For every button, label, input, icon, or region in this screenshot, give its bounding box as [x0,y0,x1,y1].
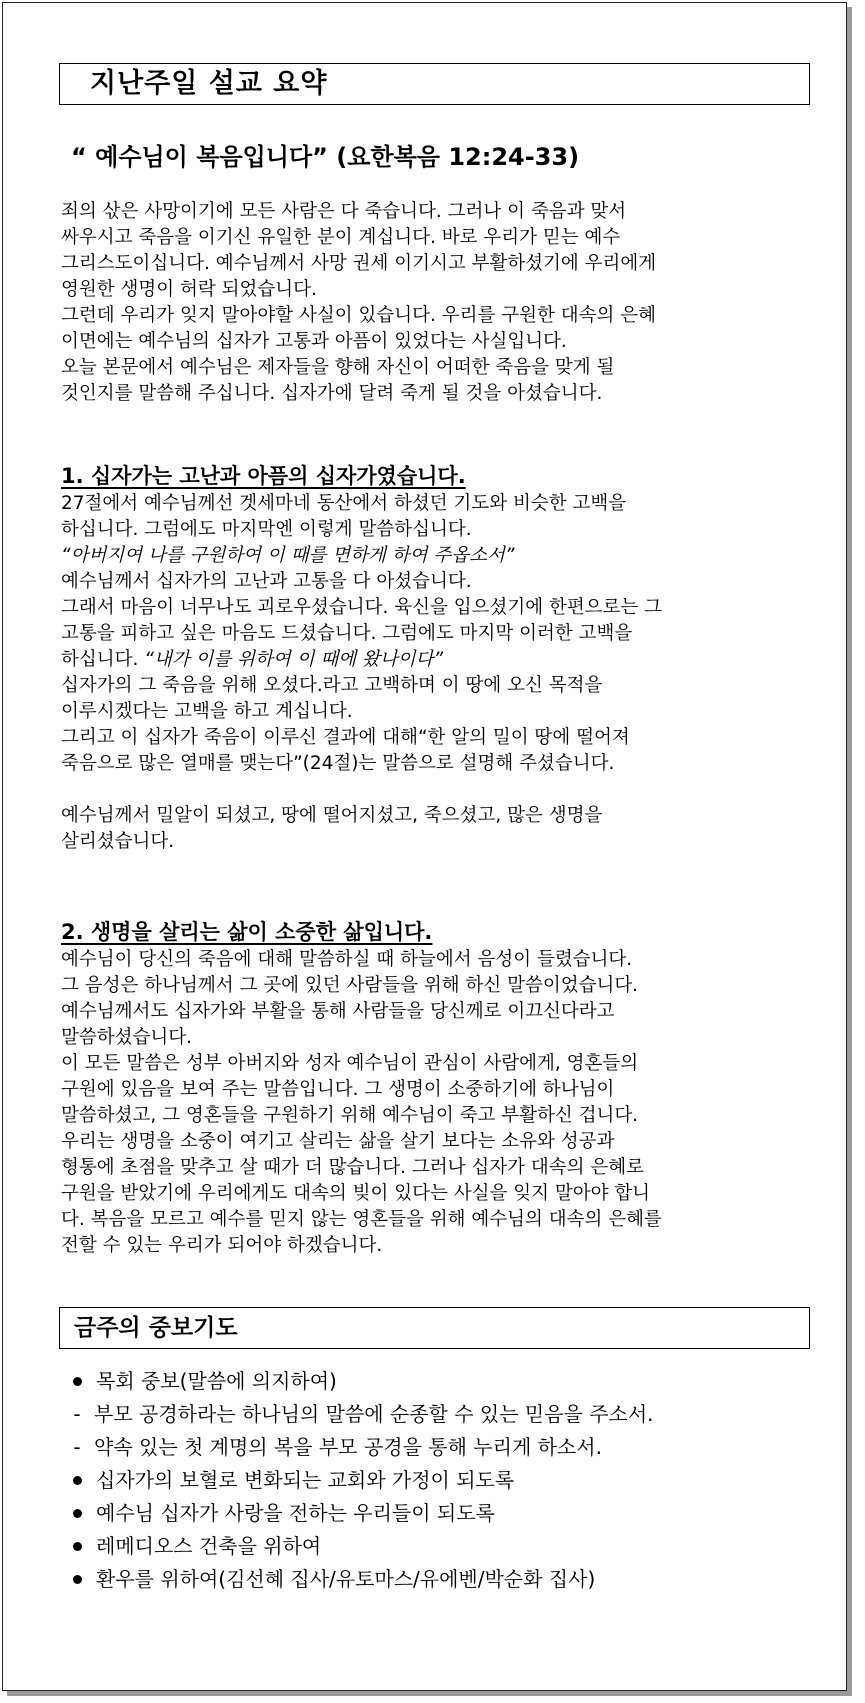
intro-line: 것인지를 말씀해 주십니다. 십자가에 달려 죽게 될 것을 아셨습니다. [61,383,603,404]
intro-line: 오늘 본문에서 예수님은 제자들을 향해 자신이 어떠한 죽음을 맞게 될 [61,357,615,378]
body-line: 형통에 초점을 맞추고 살 때가 더 많습니다. 그러나 십자가 대속의 은혜로 [61,1157,644,1178]
intro-line: 영원한 생명이 허락 되었습니다. [61,279,317,300]
body-line: 예수님이 당신의 죽음에 대해 말씀하실 때 하늘에서 음성이 들렸습니다. [61,949,633,970]
body-line: 그리고 이 십자가 죽음이 이루신 결과에 대해“한 알의 밀이 땅에 떨어져 [61,727,630,748]
prayer-item: - 약속 있는 첫 계명의 복을 부모 공경을 통해 누리게 하소서. [67,1431,827,1464]
body-line: 다. 복음을 모르고 예수를 믿지 않는 영혼들을 위해 예수님의 대속의 은혜를 [61,1209,662,1230]
prayer-title: 금주의 중보기도 [74,1315,238,1341]
bullet-icon [73,1575,82,1584]
bullet-icon [73,1476,82,1485]
body-text: 하십니다. [61,649,139,670]
body-line: 고통을 피하고 싶은 마음도 드셨습니다. 그럼에도 마지막 이러한 고백을 [61,623,633,644]
prayer-item: - 부모 공경하라는 하나님의 말씀에 순종할 수 있는 믿음을 주소서. [67,1398,827,1431]
section1-heading: 1. 십자가는 고난과 아픔의 십자가였습니다. [61,464,466,488]
body-line: 27절에서 예수님께선 겟세마네 동산에서 하셨던 기도와 비슷한 고백을 [61,493,627,514]
intro-line: 그리스도이십니다. 예수님께서 사망 권세 이기시고 부활하셨기에 우리에게 [61,253,657,274]
intro-line: 그런데 우리가 잊지 말아야할 사실이 있습니다. 우리를 구원한 대속의 은혜 [61,305,656,326]
intro-line: 이면에는 예수님의 십자가 고통과 아픔이 있었다는 사실입니다. [61,331,567,352]
body-line: 살리셨습니다. [61,831,175,852]
prayer-item: 십자가의 보혈로 변화되는 교회와 가정이 되도록 [67,1464,827,1497]
body-line: 이루시겠다는 고백을 하고 계십니다. [61,701,353,722]
bulletin-page [2,2,847,1691]
sermon-title: “ 예수님이 복음입니다” (요한복음 12:24-33) [71,143,580,171]
intro-line: 죄의 삯은 사망이기에 모든 사람은 다 죽습니다. 그러나 이 죽음과 맞서 [61,201,627,222]
body-line: 말씀하셨습니다. [61,1027,192,1048]
body-line: 구원에 있음을 보여 주는 말씀입니다. 그 생명이 소중하기에 하나님이 [61,1079,615,1100]
intro-paragraph [61,199,831,407]
bullet-icon [73,1377,82,1386]
page-title: 지난주일 설교 요약 [90,68,328,99]
quote-line: “아버지여 나를 구원하여 이 때를 면하게 하여 주옵소서” [61,545,515,566]
prayer-item: 목회 중보(말씀에 의지하여) [67,1365,827,1398]
body-line: 십자가의 그 죽음을 위해 오셨다.라고 고백하며 이 땅에 오신 목적을 [61,675,603,696]
body-line: 죽음으로 많은 열매를 맺는다”(24절)는 말씀으로 설명해 주셨습니다. [61,753,615,774]
section-title-box [59,63,810,105]
body-line: 하십니다. 그럼에도 마지막엔 이렇게 말씀하십니다. [61,519,472,540]
prayer-list [67,1365,827,1596]
prayer-item: 환우를 위하여(김선혜 집사/유토마스/유에벤/박순화 집사) [67,1563,827,1596]
body-line: 우리는 생명을 소중이 여기고 살리는 삶을 살기 보다는 소유와 성공과 [61,1131,615,1152]
quote-text: “내가 이를 위하여 이 때에 왔나이다” [144,649,444,670]
section2-body [61,947,831,1259]
body-line: 그래서 마음이 너무나도 괴로우셨습니다. 육신을 입으셨기에 한편으로는 그 [61,597,663,618]
body-line: 구원을 받았기에 우리에게도 대속의 빚이 있다는 사실을 잊지 말아야 합니 [61,1183,651,1204]
bullet-icon [73,1509,82,1518]
prayer-item: 레메디오스 건축을 위하여 [67,1530,827,1563]
dash-marker: - [73,1435,81,1459]
section2-heading: 2. 생명을 살리는 삶이 소중한 삶입니다. [61,920,433,944]
intro-line: 싸우시고 죽음을 이기신 유일한 분이 계십니다. 바로 우리가 믿는 예수 [61,227,621,248]
body-line: 예수님께서 밀알이 되셨고, 땅에 떨어지셨고, 죽으셨고, 많은 생명을 [61,805,603,826]
body-line: 예수님께서 십자가의 고난과 고통을 다 아셨습니다. [61,571,472,592]
body-line: 예수님께서도 십자가와 부활을 통해 사람들을 당신께로 이끄신다라고 [61,1001,615,1022]
prayer-item: 예수님 십자가 사랑을 전하는 우리들이 되도록 [67,1497,827,1530]
body-line: 그 음성은 하나님께서 그 곳에 있던 사람들을 위해 하신 말씀이었습니다. [61,975,639,996]
prayer-title-box [59,1307,810,1349]
body-line: 말씀하셨고, 그 영혼들을 구원하기 위해 예수님이 죽고 부활하신 겁니다. [61,1105,639,1126]
dash-marker: - [73,1402,81,1426]
section1-body [61,491,831,855]
body-line: 이 모든 말씀은 성부 아버지와 성자 예수님이 관심이 사람에게, 영혼들의 [61,1053,639,1074]
bullet-icon [73,1542,82,1551]
body-line [61,647,831,673]
body-line: 전할 수 있는 우리가 되어야 하겠습니다. [61,1235,383,1256]
